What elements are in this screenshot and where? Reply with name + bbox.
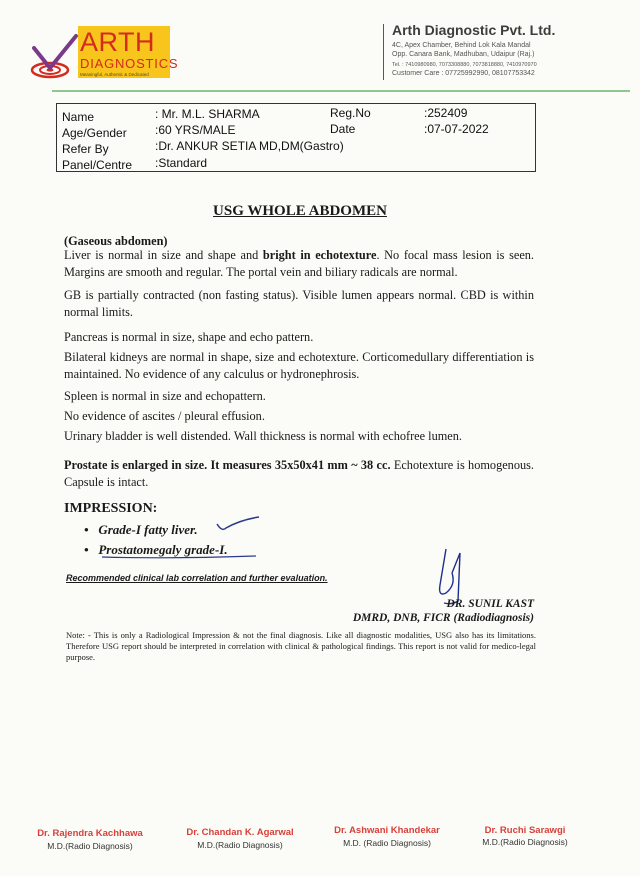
- liver-text-a: Liver is normal in size and shape and: [64, 248, 263, 262]
- prostate-finding: [64, 457, 534, 491]
- logo-word: ARTH: [80, 27, 156, 57]
- gb-finding: GB is partially contracted (non fasting status). Visible lumen appears normal. CBD is within normal limits.: [64, 288, 534, 319]
- footer-doctor-name: Dr. Ashwani Khandekar: [334, 825, 440, 836]
- spleen-finding: Spleen is normal in size and echopattern.: [64, 389, 266, 403]
- refer-value: :Dr. ANKUR SETIA MD,DM(Gastro): [155, 139, 344, 153]
- footer-doctor-name: Dr. Rajendra Kachhawa: [37, 828, 143, 839]
- reg-value: :252409: [424, 106, 468, 120]
- liver-text-c: . No focal mass lesion is seen. Margins are smooth and regular. The portal vein and biliary radicals are normal.: [64, 248, 535, 279]
- age-value: :60 YRS/MALE: [155, 123, 236, 137]
- date-label: Date: [330, 122, 356, 136]
- prostate-text-bold: Prostate is enlarged in size. It measures 35x50x41 mm ~ 38 cc.: [64, 458, 391, 472]
- footer-doctor-degree: M.D.(Radio Diagnosis): [482, 837, 568, 847]
- impression-item: • Grade-I fatty liver.: [84, 522, 198, 537]
- liver-text-bold: bright in echotexture: [262, 248, 377, 262]
- footer-doctor-degree: M.D.(Radio Diagnosis): [197, 840, 283, 850]
- ascites-finding: No evidence of ascites / pleural effusion.: [64, 409, 265, 423]
- customer-care-line: Customer Care : 07725992990, 08107753342: [392, 70, 535, 77]
- report-title: USG WHOLE ABDOMEN: [213, 203, 387, 219]
- report-subhead: (Gaseous abdomen): [64, 234, 168, 248]
- name-label: Name: [62, 110, 95, 124]
- impression-heading: IMPRESSION:: [64, 501, 158, 516]
- footer-doctor-degree: M.D. (Radio Diagnosis): [343, 838, 431, 848]
- company-name: Arth Diagnostic Pvt. Ltd.: [392, 22, 556, 38]
- footer-doctor-name: Dr. Chandan K. Agarwal: [186, 827, 294, 838]
- logo-subtitle: DIAGNOSTICS: [80, 56, 179, 71]
- age-label: Age/Gender: [62, 126, 127, 140]
- address-line-1: 4C, Apex Chamber, Behind Lok Kala Mandal: [392, 42, 531, 49]
- recommendation-text: Recommended clinical lab correlation and further evaluation.: [66, 573, 328, 583]
- impression-item-text: Grade-I fatty liver.: [98, 522, 198, 537]
- reg-label: Reg.No: [330, 106, 371, 120]
- liver-finding: [64, 247, 534, 281]
- handwritten-underline: [100, 554, 260, 560]
- doctor-name: DR. SUNIL KAST: [446, 598, 534, 610]
- name-value: : Mr. M.L. SHARMA: [155, 107, 260, 121]
- footer-doctor-name: Dr. Ruchi Sarawgi: [484, 825, 566, 836]
- date-value: :07-07-2022: [424, 122, 489, 136]
- header-rule: [52, 90, 630, 92]
- address-line-2: Opp. Canara Bank, Madhuban, Udaipur (Raj.): [392, 51, 535, 58]
- prostate-text-b: Echotexture is homogenous. Capsule is intact.: [64, 458, 534, 489]
- bladder-finding: Urinary bladder is well distended. Wall thickness is normal with echofree lumen.: [64, 429, 462, 443]
- impression-item: • Prostatomegaly grade-I.: [84, 542, 228, 557]
- pancreas-finding: Pancreas is normal in size, shape and echo pattern.: [64, 330, 314, 344]
- footer-doctor-degree: M.D.(Radio Diagnosis): [47, 841, 133, 851]
- panel-label: Panel/Centre: [62, 158, 133, 172]
- doctor-degree: DMRD, DNB, FICR (Radiodiagnosis): [352, 612, 534, 624]
- panel-value: :Standard: [155, 156, 208, 170]
- telephone-line: Tel. : 7410980980, 7073308880, 7073818880, 7410970970: [392, 62, 537, 68]
- header-divider: [383, 24, 384, 80]
- logo-tagline: Meaningful, Authentic & Dedicated: [80, 72, 149, 77]
- refer-label: Refer By: [62, 142, 109, 156]
- logo-target-icon: [28, 34, 84, 84]
- kidneys-finding: Bilateral kidneys are normal in shape, size and echotexture. Corticomedullary differentiation is maintained. No evidence of any calculus or hydronephrosis.: [64, 350, 534, 381]
- tick-mark-icon: [214, 514, 262, 536]
- impression-item-text: Prostatomegaly grade-I.: [98, 542, 228, 557]
- disclaimer-note: Note: - This is only a Radiological Impression & not the final diagnosis. Like all diagnostic modalities, USG also has its limitations. Therefore USG report should be interpreted in correlation with clinical & pathological findings. This report is not valid for medico-legal purpose.: [66, 630, 536, 662]
